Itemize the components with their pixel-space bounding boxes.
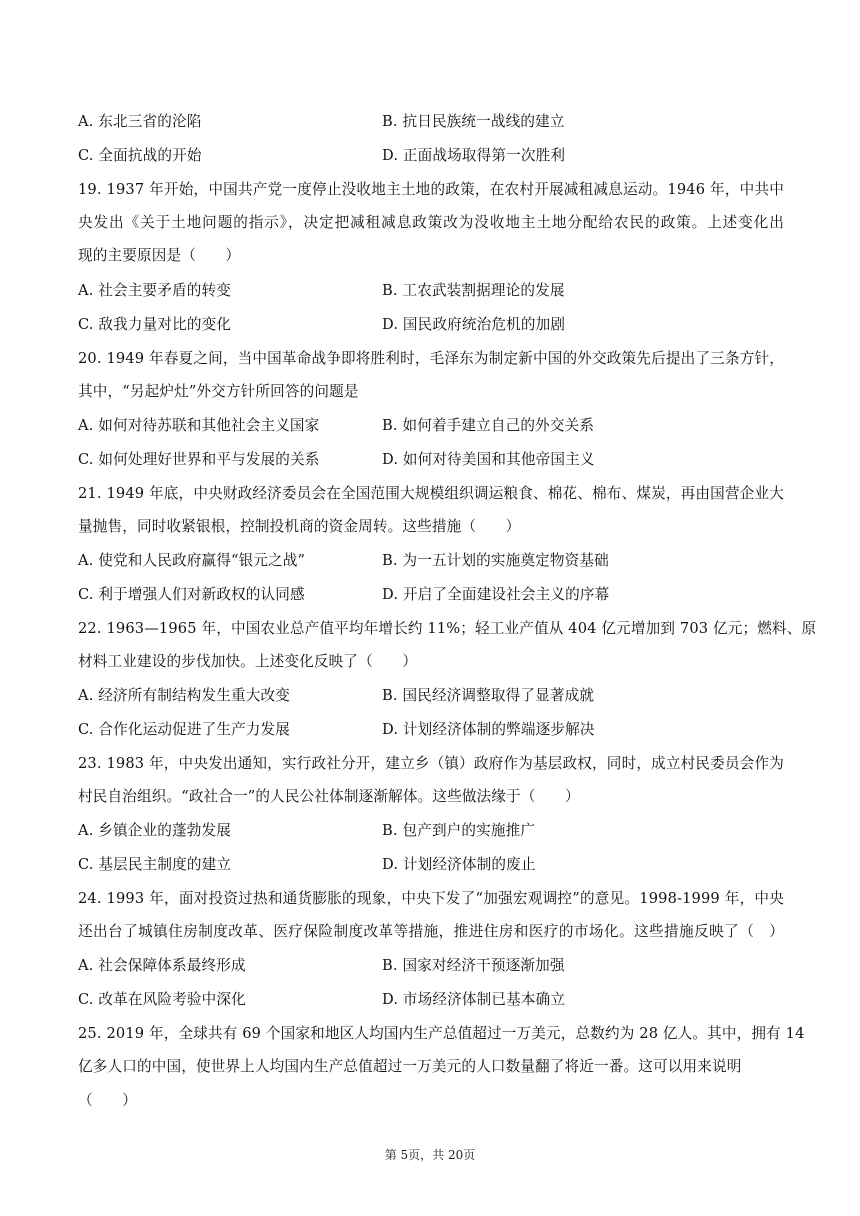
q20-stem-line-1: 20. 1949 年春夏之间，当中国革命战争即将胜利时，毛泽东为制定新中国的外交政策先后提出了三条方针， xyxy=(78,350,784,367)
q21-option-a: A. 使党和人民政府赢得“银元之战” xyxy=(78,552,306,569)
page-number-footer: 第 5页，共 20页 xyxy=(384,1148,476,1162)
q25-stem-line-2: 亿多人口的中国，使世界上人均国内生产总值超过一万美元的人口数量翻了将近一番。这可以用来说明 xyxy=(78,1058,742,1075)
q20-option-c: C. 如何处理好世界和平与发展的关系 xyxy=(78,451,320,468)
q19-option-a: A. 社会主要矛盾的转变 xyxy=(78,282,231,299)
q20-option-a: A. 如何对待苏联和其他社会主义国家 xyxy=(78,417,320,434)
q23-stem-line-1: 23. 1983 年，中央发出通知，实行政社分开，建立乡（镇）政府作为基层政权，同时，成立村民委员会作为 xyxy=(78,755,784,772)
q22-stem-line-2: 材料工业建设的步伐加快。上述变化反映了（ ） xyxy=(78,653,418,670)
q19-option-d: D. 国民政府统治危机的加剧 xyxy=(382,316,566,333)
q24-stem-line-1: 24. 1993 年，面对投资过热和通货膨胀的现象，中央下发了“加强宏观调控”的意见。1998-1999 年，中央 xyxy=(78,890,784,907)
q24-option-c: C. 改革在风险考验中深化 xyxy=(78,991,246,1008)
q19-option-c: C. 敌我力量对比的变化 xyxy=(78,316,232,333)
q20-option-d: D. 如何对待美国和其他帝国主义 xyxy=(382,451,595,468)
q23-option-c: C. 基层民主制度的建立 xyxy=(78,856,232,873)
q22-option-c: C. 合作化运动促进了生产力发展 xyxy=(78,721,291,738)
q22-option-b: B. 国民经济调整取得了显著成就 xyxy=(382,687,595,704)
q20-option-b: B. 如何着手建立自己的外交关系 xyxy=(382,417,595,434)
q23-stem-line-2: 村民自治组织。“政社合一”的人民公社体制逐渐解体。这些做法缘于（ ） xyxy=(78,788,580,805)
q25-stem-line-3: （ ） xyxy=(78,1092,137,1109)
q20-stem-line-2: 其中，“另起炉灶”外交方针所回答的问题是 xyxy=(78,383,359,400)
q19-stem-line-3: 现的主要原因是（ ） xyxy=(78,247,241,264)
q24-option-d: D. 市场经济体制已基本确立 xyxy=(382,991,566,1008)
q18-option-d: D. 正面战场取得第一次胜利 xyxy=(382,147,566,164)
q19-stem-line-2: 央发出《关于土地问题的指示》，决定把减租减息政策改为没收地主土地分配给农民的政策。上述变化出 xyxy=(78,214,784,231)
q24-option-b: B. 国家对经济干预逐渐加强 xyxy=(382,957,565,974)
q22-option-d: D. 计划经济体制的弊端逐步解决 xyxy=(382,721,595,738)
q24-option-a: A. 社会保障体系最终形成 xyxy=(78,957,246,974)
q21-stem-line-2: 量抛售，同时收紧银根，控制投机商的资金周转。这些措施（ ） xyxy=(78,518,521,535)
q19-stem-line-1: 19. 1937 年开始，中国共产党一度停止没收地主土地的政策，在农村开展减租减息运动。1946 年，中共中 xyxy=(78,181,784,198)
q25-stem-line-1: 25. 2019 年，全球共有 69 个国家和地区人均国内生产总值超过一万美元，总数约为 28 亿人。其中，拥有 14 xyxy=(78,1025,805,1042)
q21-option-c: C. 利于增强人们对新政权的认同感 xyxy=(78,586,305,603)
q18-option-a: A. 东北三省的沦陷 xyxy=(78,113,202,130)
q24-stem-line-2: 还出台了城镇住房制度改革、医疗保险制度改革等措施，推进住房和医疗的市场化。这些措施反映了（ ） xyxy=(78,923,784,940)
q23-option-b: B. 包产到户的实施推广 xyxy=(382,822,536,839)
q22-stem-line-1: 22. 1963—1965 年，中国农业总产值平均年增长约 11%；轻工业产值从 404 亿元增加到 703 亿元；燃料、原 xyxy=(78,620,817,637)
q18-option-c: C. 全面抗战的开始 xyxy=(78,147,202,164)
q19-option-b: B. 工农武装割据理论的发展 xyxy=(382,282,565,299)
q18-option-b: B. 抗日民族统一战线的建立 xyxy=(382,113,565,130)
q23-option-a: A. 乡镇企业的蓬勃发展 xyxy=(78,822,231,839)
q21-option-b: B. 为一五计划的实施奠定物资基础 xyxy=(382,552,609,569)
q22-option-a: A. 经济所有制结构发生重大改变 xyxy=(78,687,290,704)
q21-stem-line-1: 21. 1949 年底，中央财政经济委员会在全国范围大规模组织调运粮食、棉花、棉布、煤炭，再由国营企业大 xyxy=(78,485,784,502)
q21-option-d: D. 开启了全面建设社会主义的序幕 xyxy=(382,586,610,603)
q23-option-d: D. 计划经济体制的废止 xyxy=(382,856,536,873)
